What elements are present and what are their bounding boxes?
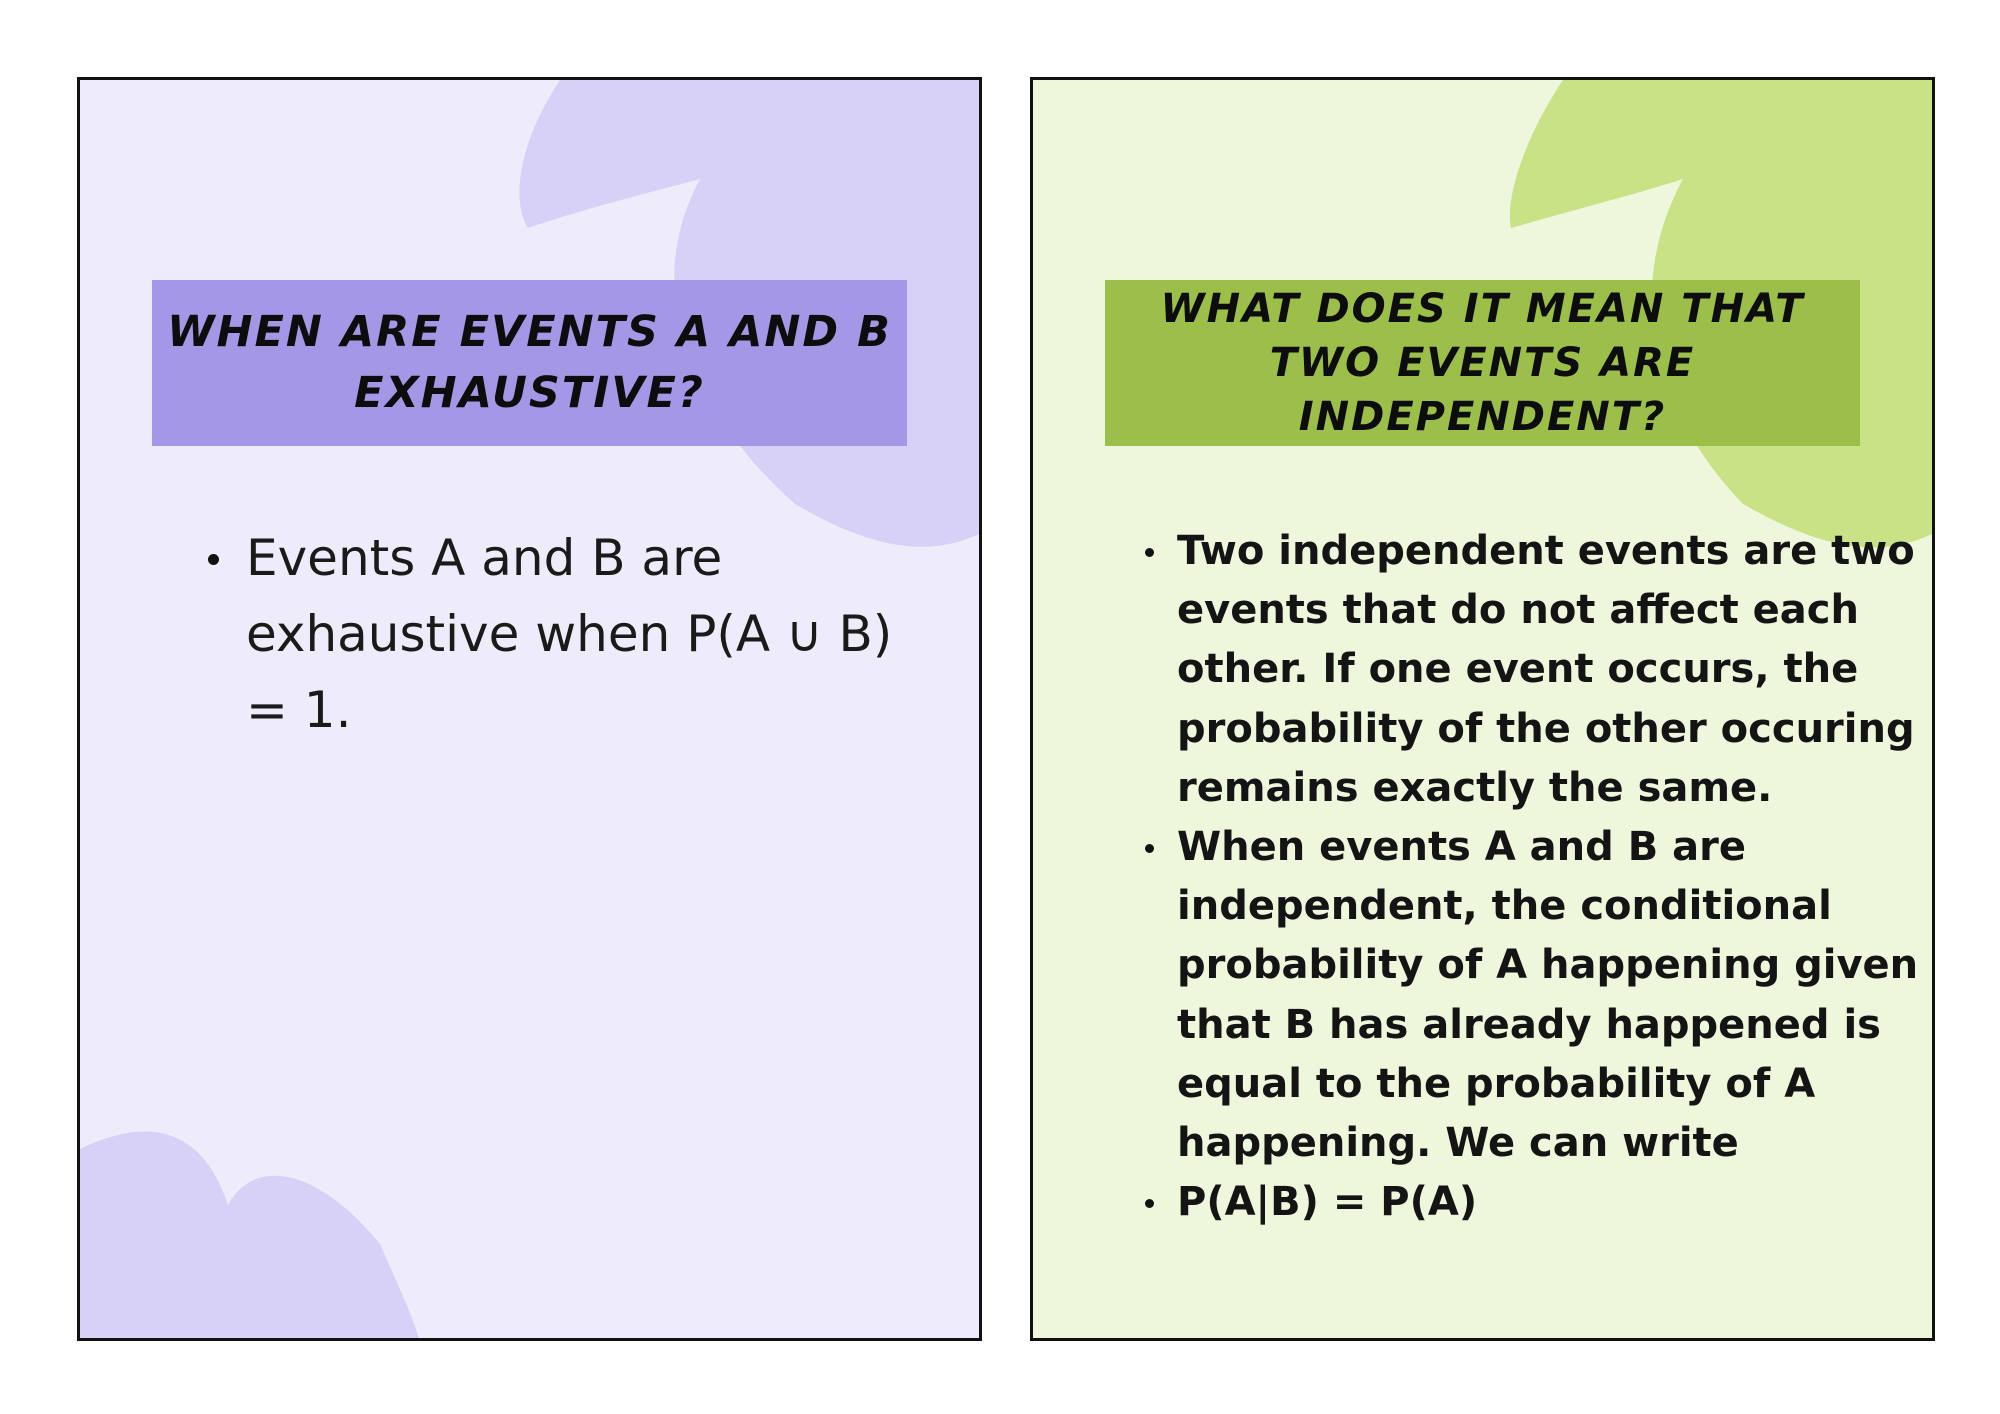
card-title: WHEN ARE EVENTS A AND B EXHAUSTIVE?: [167, 306, 892, 418]
bullet-text: Events A and B are exhaustive when P(A ∪ B) = 1.: [246, 529, 893, 739]
bullet-text: Two independent events are two events that do not affect each other. If one event occurs, the probability of the other occuring remains exactly the same.: [1177, 528, 1915, 811]
bullet-item: [1177, 522, 1935, 818]
independent-events-card: [1030, 77, 1935, 1341]
card-title-box: [1105, 280, 1860, 446]
card-title: WHAT DOES IT MEAN THAT TWO EVENTS ARE INDEPENDENT?: [1160, 286, 1805, 440]
bullet-item: [246, 520, 946, 748]
bullet-text: P(A|B) = P(A): [1177, 1179, 1478, 1226]
bullet-item: [1177, 1173, 1935, 1232]
bullet-icon: [1145, 548, 1154, 557]
bullet-list: [246, 520, 946, 748]
exhaustive-events-card: [77, 77, 982, 1341]
bullet-item: [1177, 818, 1935, 1173]
card-title-box: [152, 280, 907, 446]
bullet-icon: [208, 554, 219, 565]
bullet-text: When events A and B are independent, the conditional probability of A happening given that B has already happened is equal to the probability of A happening. We can write: [1177, 824, 1919, 1167]
bullet-icon: [1145, 844, 1154, 853]
bullet-list: [1177, 522, 1935, 1232]
